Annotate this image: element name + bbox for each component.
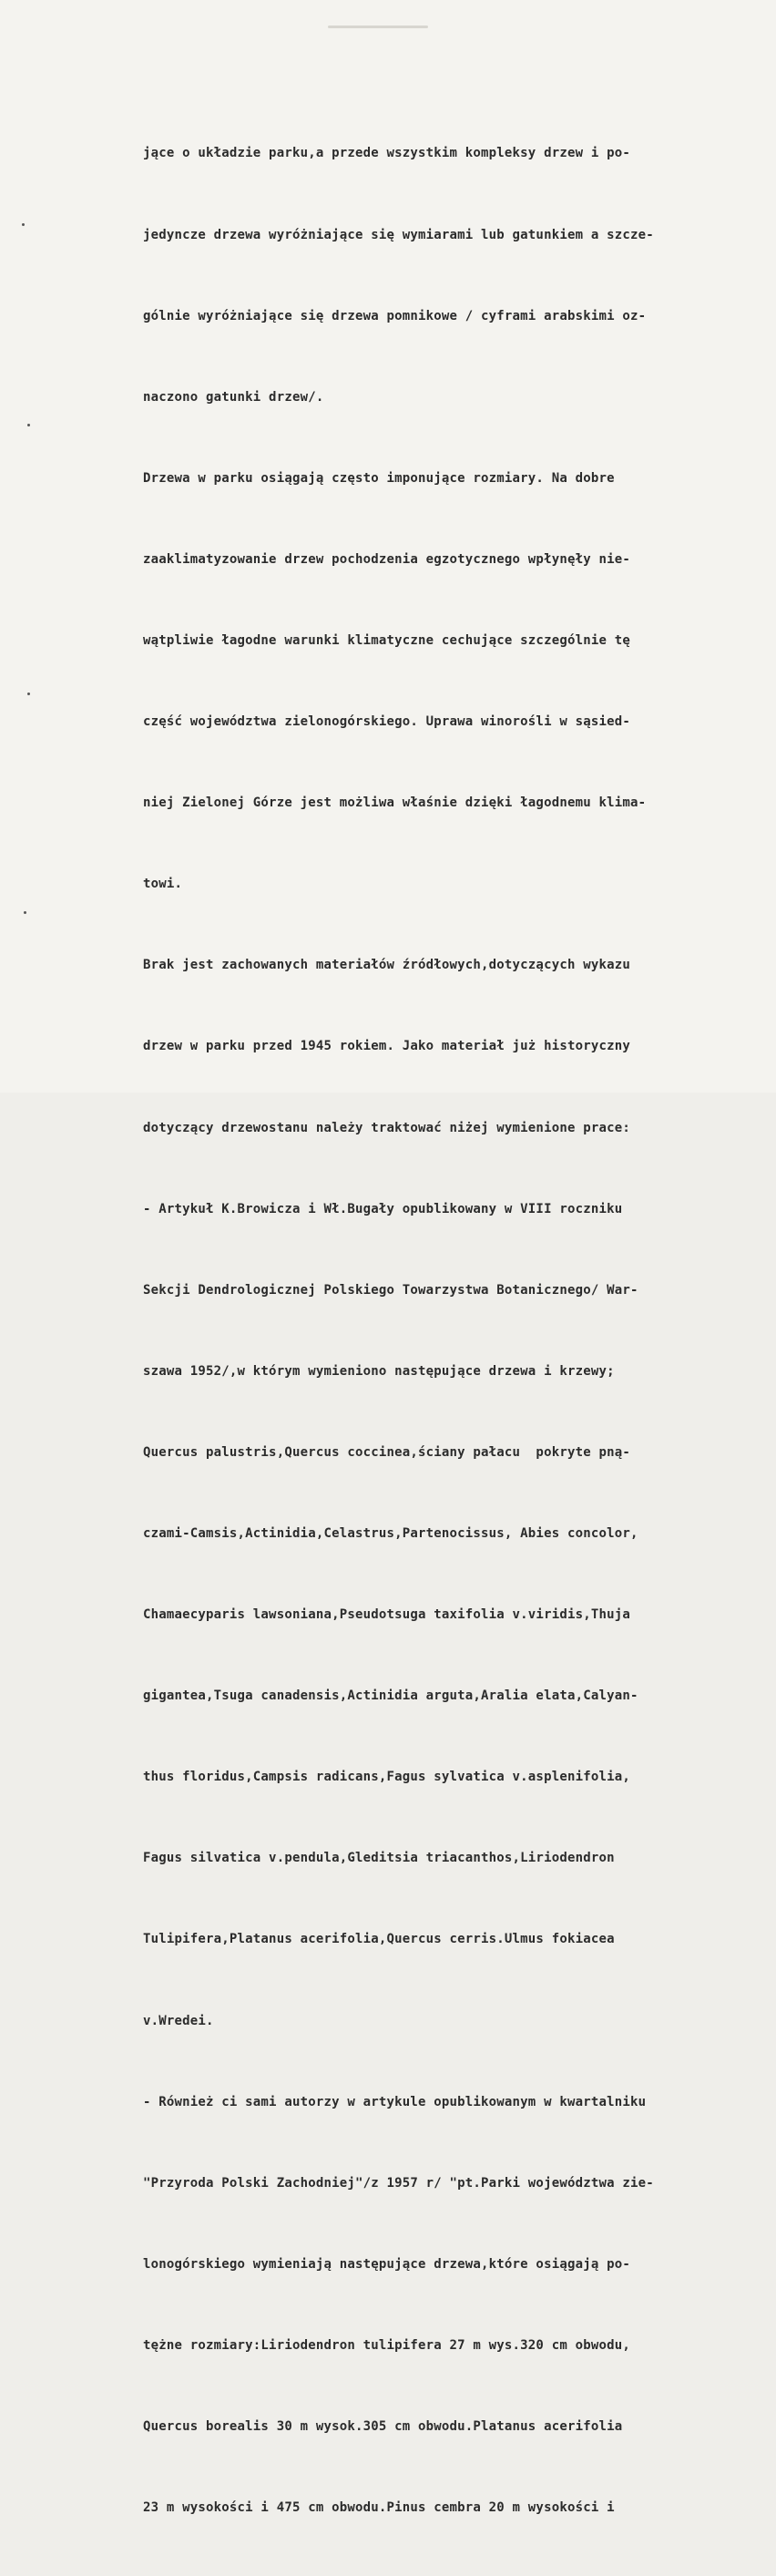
text-line: niej Zielonej Górze jest możliwa właśnie dzięki łagodnemu klima- [143,795,647,811]
text-line: - Również ci sami autorzy w artykule opublikowanym w kwartalniku [143,2094,647,2109]
text-line: Sekcji Dendrologicznej Polskiego Towarzystwa Botanicznego/ War- [143,1282,638,1298]
text-line: część województwa zielonogórskiego. Uprawa winorośli w sąsied- [143,714,630,730]
text-line: Quercus palustris,Quercus coccinea,ściany pałacu pokryte pną- [143,1444,630,1460]
text-line: dotyczący drzewostanu należy traktować niżej wymienione prace: [143,1120,630,1135]
text-line: lonogórskiego wymieniają następujące drzewa,które osiągają po- [143,2256,630,2272]
text-line: jące o układzie parku,a przede wszystkim kompleksy drzew i po- [143,146,630,161]
text-line: "Przyroda Polski Zachodniej"/z 1957 r/ "pt.Parki województwa zie- [143,2175,654,2191]
text-line: Fagus silvatica v.pendula,Gleditsia triacanthos,Liriodendron [143,1851,615,1866]
margin-dot [27,693,30,695]
text-line: - Artykuł K.Browicza i Wł.Bugały opublikowany w VIII roczniku [143,1201,623,1216]
text-line: zaaklimatyzowanie drzew pochodzenia egzotycznego wpłynęły nie- [143,551,630,567]
typewritten-text [143,87,771,2576]
text-line: towi. [143,877,183,892]
text-line: jedyncze drzewa wyróżniające się wymiarami lub gatunkiem a szcze- [143,227,654,242]
margin-dot [22,223,25,226]
text-line: gigantea,Tsuga canadensis,Actinidia arguta,Aralia elata,Calyan- [143,1688,638,1704]
text-line: Brak jest zachowanych materiałów źródłowych,dotyczących wykazu [143,958,630,973]
text-line: v.Wredei. [143,2013,214,2028]
page-edge-mark [328,26,428,28]
margin-dot [24,911,26,914]
text-line: Quercus borealis 30 m wysok.305 cm obwodu.Platanus acerifolia [143,2419,623,2435]
text-line: szawa 1952/,w którym wymieniono następujące drzewa i krzewy; [143,1363,615,1379]
text-line: gólnie wyróżniające się drzewa pomnikowe / cyframi arabskimi oz- [143,308,647,323]
text-line: thus floridus,Campsis radicans,Fagus sylvatica v.asplenifolia, [143,1770,630,1785]
text-line: drzew w parku przed 1945 rokiem. Jako materiał już historyczny [143,1039,630,1054]
text-line: 23 m wysokości i 475 cm obwodu.Pinus cembra 20 m wysokości i [143,2500,615,2516]
text-line: Drzewa w parku osiągają często imponujące rozmiary. Na dobre [143,470,615,486]
text-line: czami-Camsis,Actinidia,Celastrus,Partenocissus, Abies concolor, [143,1526,638,1541]
text-line: tężne rozmiary:Liriodendron tulipifera 27 m wys.320 cm obwodu, [143,2337,630,2353]
text-line: wątpliwie łagodne warunki klimatyczne cechujące szczególnie tę [143,632,630,648]
text-line: Chamaecyparis lawsoniana,Pseudotsuga taxifolia v.viridis,Thuja [143,1607,630,1623]
margin-dot [27,424,30,426]
text-line: naczono gatunki drzew/. [143,389,324,405]
text-line: Tulipifera,Platanus acerifolia,Quercus cerris.Ulmus fokiacea [143,1932,615,1947]
